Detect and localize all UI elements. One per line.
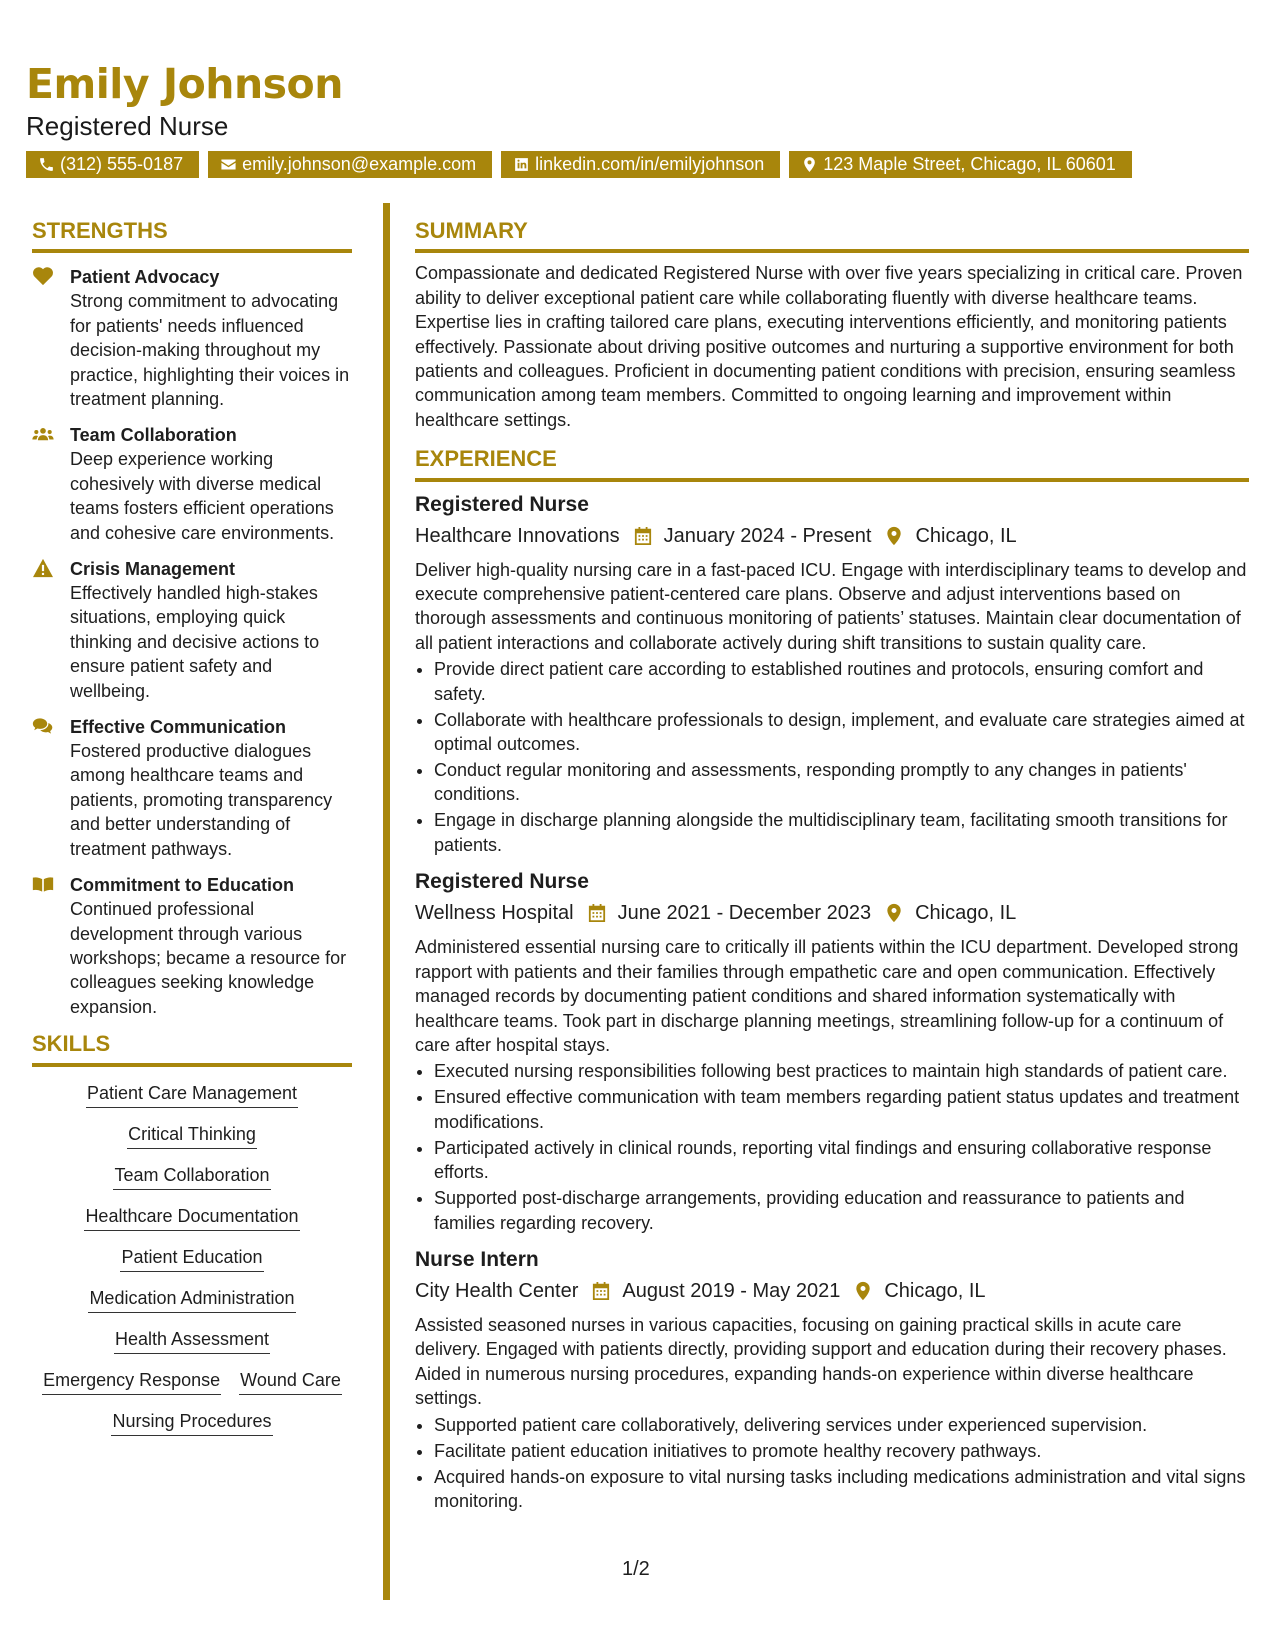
job-company: City Health Center <box>415 1279 579 1302</box>
job-dates: January 2024 - Present <box>663 524 872 547</box>
summary-text: Compassionate and dedicated Registered Nurse with over five years specializing in critical care. Proven ability to deliver exceptional patient care while collaborating fluently with diverse healthcare teams. Expertise lies in crafting tailored care plans, executing interventions efficiently, and monitoring patients effectively. Passionate about driving positive outcomes and nurturing a supportive environment for both patients and colleagues. Proficient in documenting patient conditions with precision, ensuring seamless communication among team members. Committed to ongoing learning and improvement within healthcare settings. <box>415 263 1243 430</box>
strengths-list <box>32 265 352 1019</box>
skill-chip: Emergency Response <box>42 1368 221 1395</box>
job-title: Nurse Intern <box>415 1247 539 1271</box>
strength-item <box>32 265 352 411</box>
strength-title: Patient Advocacy <box>70 267 220 288</box>
strength-title: Commitment to Education <box>70 875 294 896</box>
skill-chip: Nursing Procedures <box>111 1409 272 1436</box>
contact-address[interactable] <box>789 151 1132 178</box>
job-bullet: • Engage in discharge planning alongside the multidisciplinary team, facilitating smooth transitions for patients. <box>434 808 1249 857</box>
job-bullet: • Collaborate with healthcare professionals to design, implement, and evaluate care strategies aimed at optimal outcomes. <box>434 708 1249 757</box>
strength-desc: Fostered productive dialogues among healthcare teams and patients, promoting transparency and better understanding of treatment pathways. <box>70 741 333 859</box>
people-group-icon <box>32 424 54 444</box>
strength-title: Team Collaboration <box>70 425 237 446</box>
strength-desc: Deep experience working cohesively with diverse medical teams fosters efficient operations and cohesive care environments. <box>70 449 335 543</box>
job-bullet: • Facilitate patient education initiatives to promote healthy recovery pathways. <box>434 1439 1249 1463</box>
job-entry <box>415 1245 1249 1513</box>
skill-chip: Patient Education <box>120 1245 263 1272</box>
strength-item <box>32 715 352 861</box>
experience-heading: EXPERIENCE <box>415 446 1249 481</box>
job-description: Administered essential nursing care to critically ill patients within the ICU department. Developed strong rapport with patients and their families through empathetic care and open communication. Effectively managed records by documenting patient conditions and shared information systematically with healthcare teams. Took part in discharge planning meetings, streamlining follow-up for a continuum of care after hospital stays. <box>415 937 1239 1055</box>
contact-text: linkedin.com/in/emilyjohnson <box>535 154 765 175</box>
candidate-name: Emily Johnson <box>26 60 343 108</box>
warning-triangle-icon <box>32 558 54 578</box>
strength-desc: Effectively handled high-stakes situations, employing quick thinking and decisive actions to ensure patient safety and wellbeing. <box>70 583 320 701</box>
job-bullet: • Conduct regular monitoring and assessments, responding promptly to any changes in patients' conditions. <box>434 758 1249 807</box>
strength-desc: Continued professional development through various workshops; became a resource for colleagues seeking knowledge expansion. <box>70 899 347 1017</box>
job-bullets <box>415 1059 1249 1235</box>
job-company: Wellness Hospital <box>415 902 574 925</box>
strength-title: Effective Communication <box>70 717 287 738</box>
linkedin-icon <box>513 156 530 173</box>
job-entry <box>415 490 1249 858</box>
envelope-icon <box>220 156 237 173</box>
skill-chip: Health Assessment <box>114 1327 270 1354</box>
job-bullet: • Supported post-discharge arrangements, providing education and reassurance to patients and families regarding recovery. <box>434 1186 1249 1235</box>
job-dates: June 2021 - December 2023 <box>617 902 872 925</box>
chat-bubbles-icon <box>32 716 54 736</box>
skill-chip: Patient Care Management <box>86 1081 298 1108</box>
strength-item <box>32 873 352 1019</box>
summary-heading: SUMMARY <box>415 218 1249 253</box>
contact-text: emily.johnson@example.com <box>242 154 477 175</box>
job-bullet: • Provide direct patient care according to established routines and protocols, ensuring comfort and safety. <box>434 657 1249 706</box>
job-meta <box>415 1275 1249 1307</box>
phone-icon <box>38 156 55 173</box>
job-bullets <box>415 657 1249 857</box>
column-divider <box>383 203 390 1600</box>
skill-chip: Critical Thinking <box>127 1122 257 1149</box>
contact-linkedin[interactable] <box>501 151 780 178</box>
map-pin-icon <box>801 156 818 173</box>
right-column <box>415 218 1249 1523</box>
contact-text: 123 Maple Street, Chicago, IL 60601 <box>823 154 1116 175</box>
strength-item <box>32 557 352 703</box>
strength-item <box>32 423 352 545</box>
skill-chip: Healthcare Documentation <box>84 1204 299 1231</box>
job-title: Registered Nurse <box>415 492 589 516</box>
job-description: Assisted seasoned nurses in various capacities, focusing on gaining practical skills in acute care delivery. Engaged with patients directly, providing support and education during their recovery phases. Aided in numerous nursing procedures, expanding hands-on experience within diverse healthcare settings. <box>415 1314 1227 1409</box>
job-location: Chicago, IL <box>884 1279 986 1302</box>
calendar-icon <box>592 1281 610 1301</box>
heart-icon <box>32 266 54 286</box>
candidate-title: Registered Nurse <box>26 111 229 142</box>
job-bullet: • Ensured effective communication with team members regarding patient status updates and treatment modifications. <box>434 1085 1249 1134</box>
map-pin-icon <box>854 1281 872 1301</box>
contact-bar <box>26 151 1256 178</box>
skill-chip: Wound Care <box>239 1368 342 1395</box>
job-bullet: • Executed nursing responsibilities following best practices to maintain high standards of patient care. <box>434 1059 1249 1083</box>
job-meta <box>415 520 1249 552</box>
job-bullet: • Participated actively in clinical rounds, reporting vital findings and ensuring collaborative response efforts. <box>434 1136 1249 1185</box>
job-bullets <box>415 1413 1249 1514</box>
job-meta <box>415 897 1249 929</box>
job-bullet: • Supported patient care collaboratively, delivering services under experienced supervision. <box>434 1413 1249 1437</box>
map-pin-icon <box>885 903 903 923</box>
calendar-icon <box>634 526 652 546</box>
contact-text: (312) 555-0187 <box>60 154 184 175</box>
skill-chip: Medication Administration <box>88 1286 295 1313</box>
skills-list <box>32 1075 352 1444</box>
left-column <box>32 218 352 1444</box>
skill-chip: Team Collaboration <box>113 1163 270 1190</box>
map-pin-icon <box>885 526 903 546</box>
strength-desc: Strong commitment to advocating for patients' needs influenced decision-making throughout my practice, highlighting their voices in treatment planning. <box>70 291 350 410</box>
job-dates: August 2019 - May 2021 <box>622 1279 841 1302</box>
contact-phone[interactable] <box>26 151 199 178</box>
job-location: Chicago, IL <box>915 524 1017 547</box>
job-entry <box>415 867 1249 1235</box>
calendar-icon <box>588 903 606 923</box>
job-title: Registered Nurse <box>415 870 589 894</box>
resume-header <box>26 62 1256 178</box>
open-book-icon <box>32 874 54 894</box>
job-company: Healthcare Innovations <box>415 524 620 547</box>
strengths-heading: STRENGTHS <box>32 218 352 253</box>
job-bullet: • Acquired hands-on exposure to vital nursing tasks including medications administration and vital signs monitoring. <box>434 1465 1249 1514</box>
contact-email[interactable] <box>208 151 492 178</box>
page-number: 1/2 <box>622 1558 650 1580</box>
strength-title: Crisis Management <box>70 559 236 580</box>
skills-heading: SKILLS <box>32 1031 352 1066</box>
job-location: Chicago, IL <box>915 902 1017 925</box>
job-description: Deliver high-quality nursing care in a fast-paced ICU. Engage with interdisciplinary teams to develop and execute comprehensive patient-centered care plans. Observe and adjust interventions based on thorough assessments and continuous monitoring of patients’ statuses. Maintain clear documentation of all patient interactions and collaborate actively during shift transitions to sustain quality care. <box>415 559 1247 653</box>
